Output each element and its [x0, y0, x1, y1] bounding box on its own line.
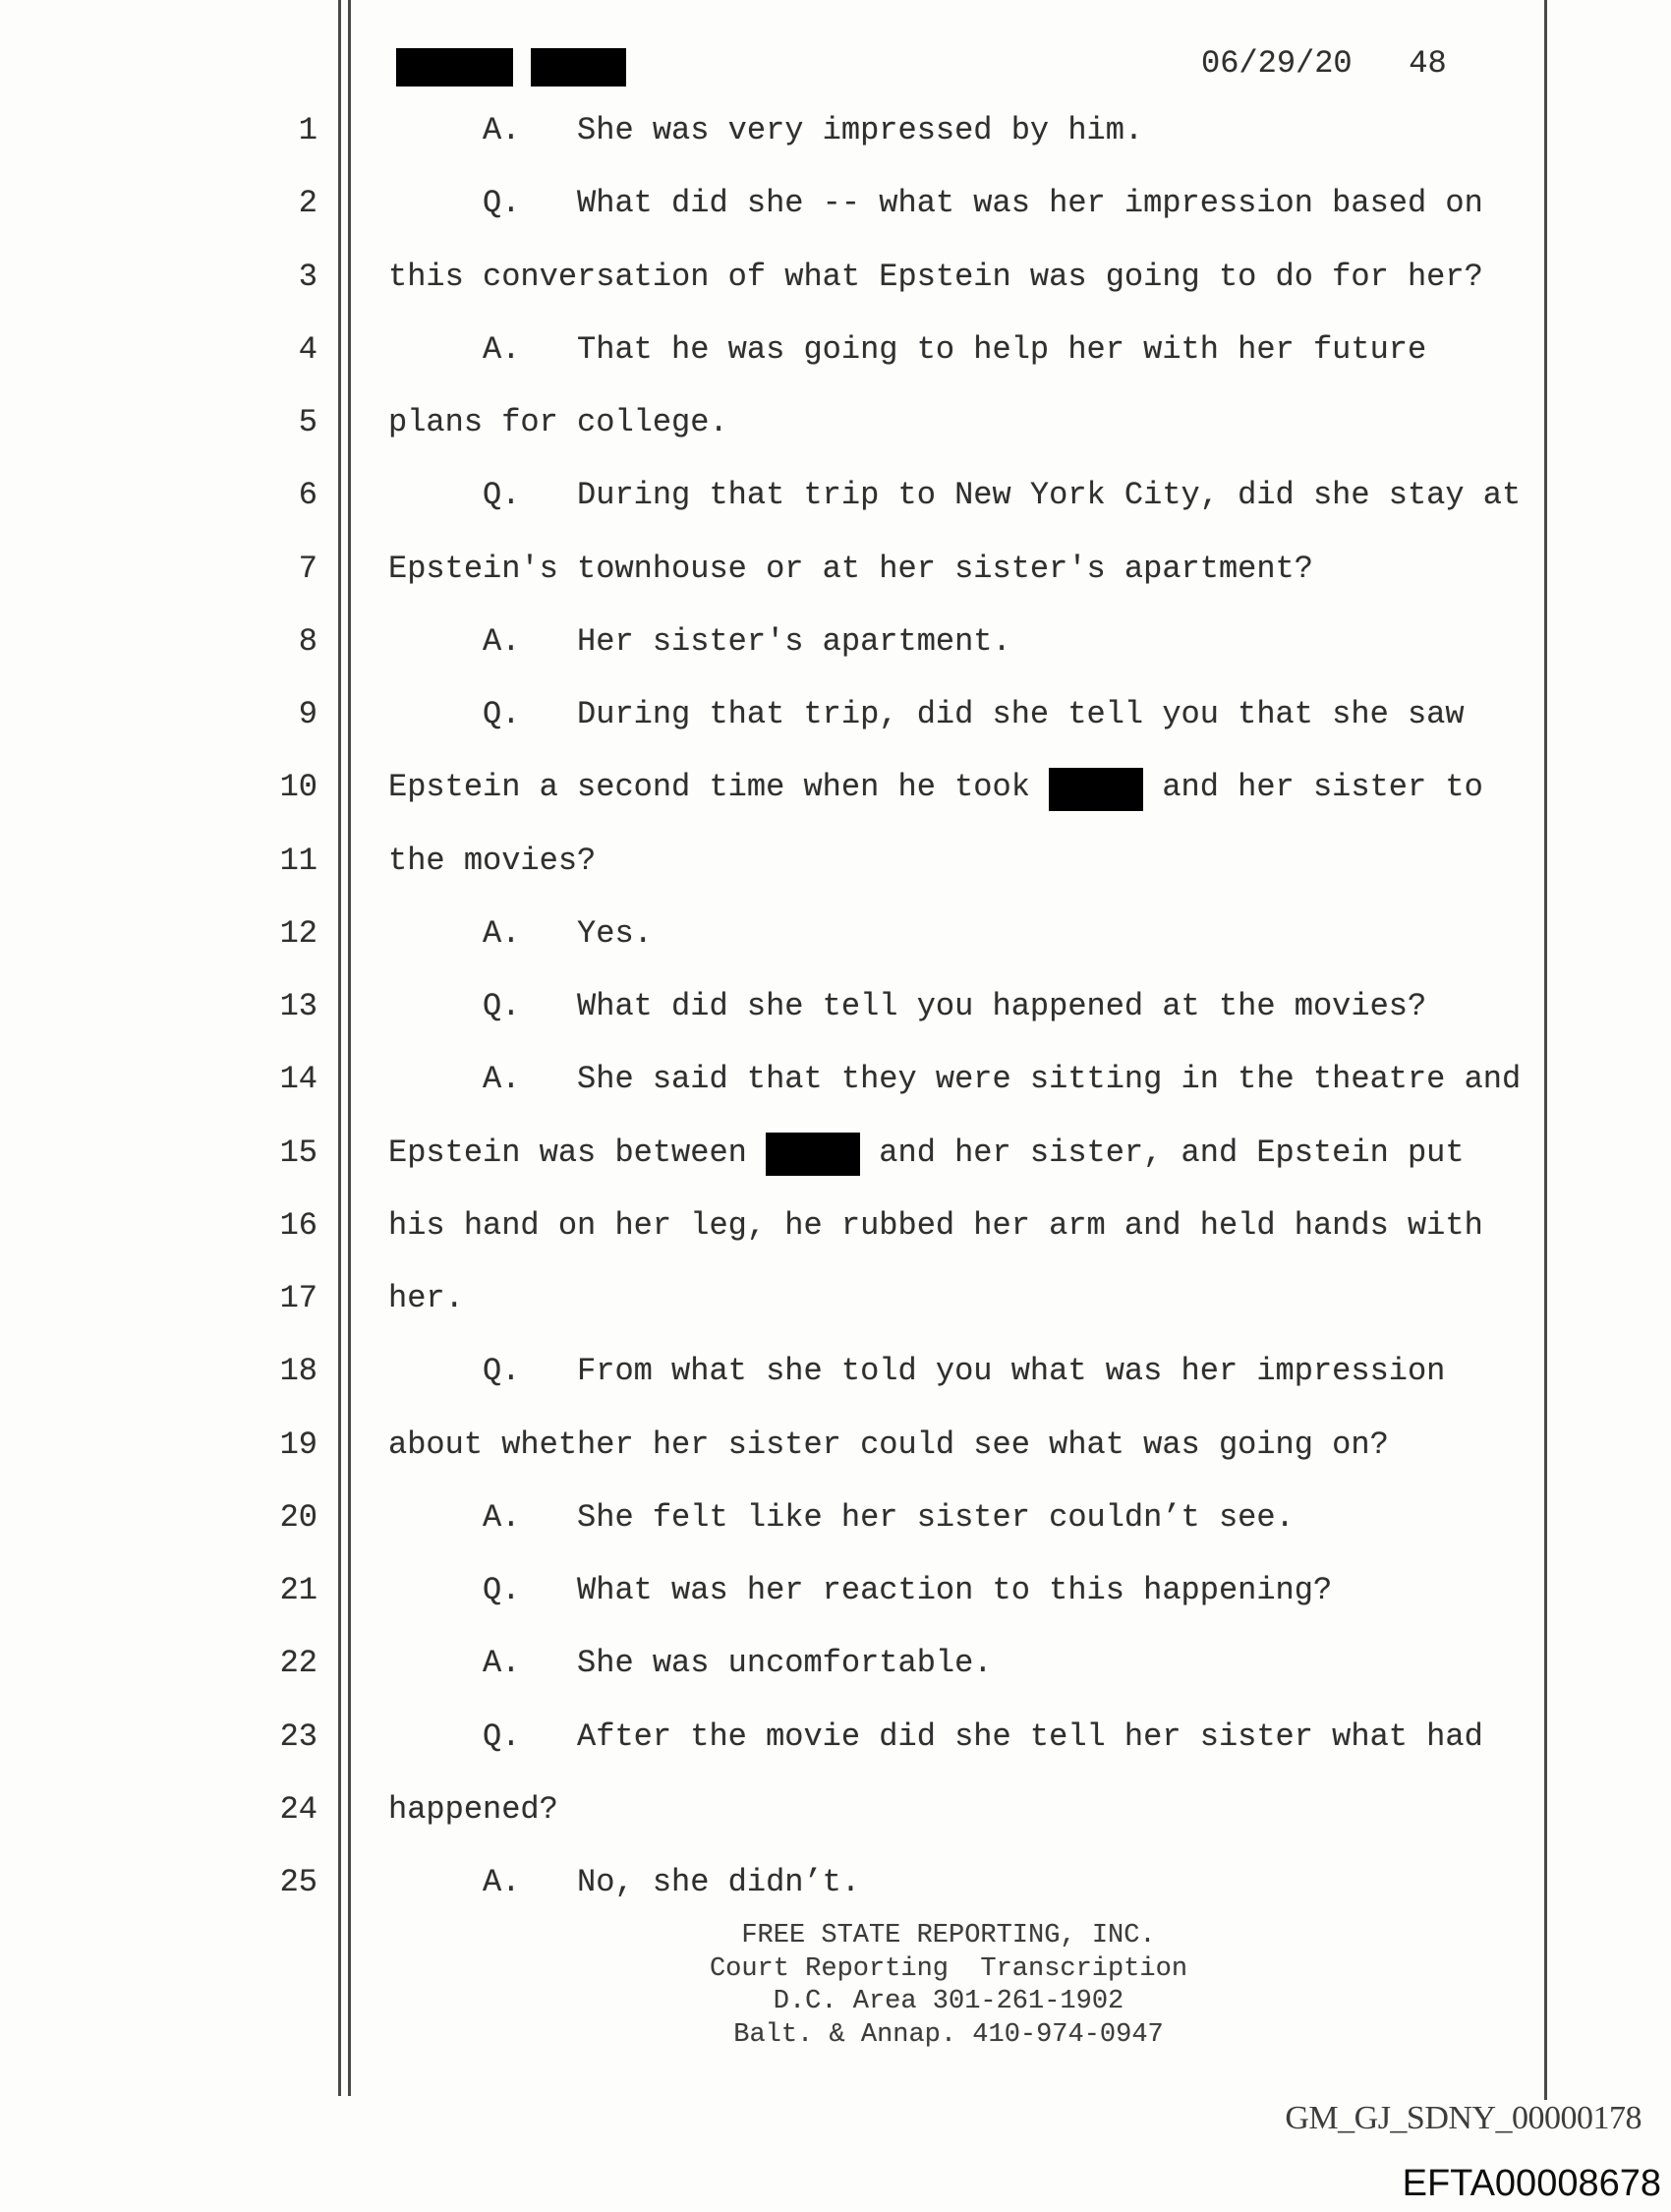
line-number: 7	[298, 550, 317, 587]
transcript-date: 06/29/20	[1201, 45, 1353, 82]
line-number: 10	[279, 769, 317, 806]
line-text: Q. From what she told you what was her impression	[388, 1353, 1446, 1390]
line-text: happened?	[388, 1790, 558, 1828]
line-text: plans for college.	[388, 404, 728, 440]
line-number: 25	[279, 1864, 317, 1900]
line-number: 5	[298, 404, 317, 440]
line-number: 3	[298, 258, 317, 295]
bates-stamp-efta: EFTA00008678	[1402, 2163, 1661, 2204]
line-text: Q. During that trip, did she tell you that she saw	[388, 696, 1465, 732]
line-number: 11	[279, 842, 317, 879]
footer-line: Balt. & Annap. 410-974-0947	[733, 2019, 1164, 2050]
line-number: 18	[279, 1353, 317, 1390]
line-text: her.	[388, 1280, 464, 1316]
line-text: Epstein a second time when he took and her sister to	[388, 751, 1483, 824]
line-text: A. Her sister's apartment.	[388, 622, 1011, 660]
line-text: this conversation of what Epstein was going to do for her?	[388, 258, 1483, 295]
right-margin-rule	[1544, 0, 1547, 2100]
line-number: 22	[279, 1645, 317, 1682]
line-text: Q. What did she -- what was her impression based on	[388, 185, 1483, 222]
line-number: 19	[279, 1426, 317, 1463]
left-margin-rule-1	[338, 0, 341, 2096]
line-text: the movies?	[388, 842, 597, 879]
line-text: A. She was uncomfortable.	[388, 1645, 993, 1682]
line-text: his hand on her leg, he rubbed her arm and held hands with	[388, 1206, 1483, 1244]
redaction-box	[766, 1133, 860, 1176]
line-number: 12	[279, 914, 317, 952]
line-text: Q. After the movie did she tell her sister what had	[388, 1717, 1483, 1755]
line-number: 8	[298, 622, 317, 660]
line-text: A. Yes.	[388, 914, 653, 952]
redaction-box	[1049, 768, 1143, 811]
line-text: A. She was very impressed by him.	[388, 112, 1144, 148]
line-number: 15	[279, 1134, 317, 1171]
line-number: 17	[279, 1280, 317, 1316]
bates-stamp-gj: GM_GJ_SDNY_00000178	[1285, 2100, 1642, 2136]
line-number: 23	[279, 1717, 317, 1755]
line-number: 20	[279, 1498, 317, 1536]
line-text: A. She said that they were sitting in the theatre and	[388, 1061, 1522, 1098]
line-number: 24	[279, 1790, 317, 1828]
line-number: 16	[279, 1206, 317, 1244]
line-text: about whether her sister could see what was going on?	[388, 1426, 1389, 1463]
footer-line: D.C. Area 301-261-1902	[773, 1987, 1124, 2016]
reporter-footer	[388, 1920, 1509, 2052]
line-number: 13	[279, 988, 317, 1024]
line-number: 9	[298, 696, 317, 732]
redaction-box	[396, 48, 513, 87]
page-number: 48	[1409, 45, 1447, 82]
line-text: Epstein was between and her sister, and Epstein put	[388, 1117, 1465, 1190]
line-number: 21	[279, 1572, 317, 1608]
line-text: Q. What was her reaction to this happening?	[388, 1572, 1333, 1608]
line-text: A. She felt like her sister couldn’t see.	[388, 1498, 1295, 1536]
line-text: Q. What did she tell you happened at the movies?	[388, 988, 1427, 1024]
line-number: 6	[298, 477, 317, 514]
left-margin-rule-2	[348, 0, 351, 2096]
line-text: Q. During that trip to New York City, did she stay at	[388, 477, 1522, 514]
footer-line: FREE STATE REPORTING, INC.	[741, 1921, 1156, 1950]
line-number: 1	[298, 112, 317, 148]
header-dateline	[1201, 28, 1447, 100]
line-text: A. That he was going to help her with her future	[388, 330, 1427, 368]
line-text: Epstein's townhouse or at her sister's apartment?	[388, 550, 1313, 587]
line-number: 4	[298, 330, 317, 368]
line-text: A. No, she didn’t.	[388, 1864, 861, 1900]
redaction-box	[531, 48, 626, 87]
footer-line: Court Reporting Transcription	[709, 1953, 1188, 1984]
line-number: 14	[279, 1061, 317, 1098]
line-number: 2	[298, 185, 317, 222]
